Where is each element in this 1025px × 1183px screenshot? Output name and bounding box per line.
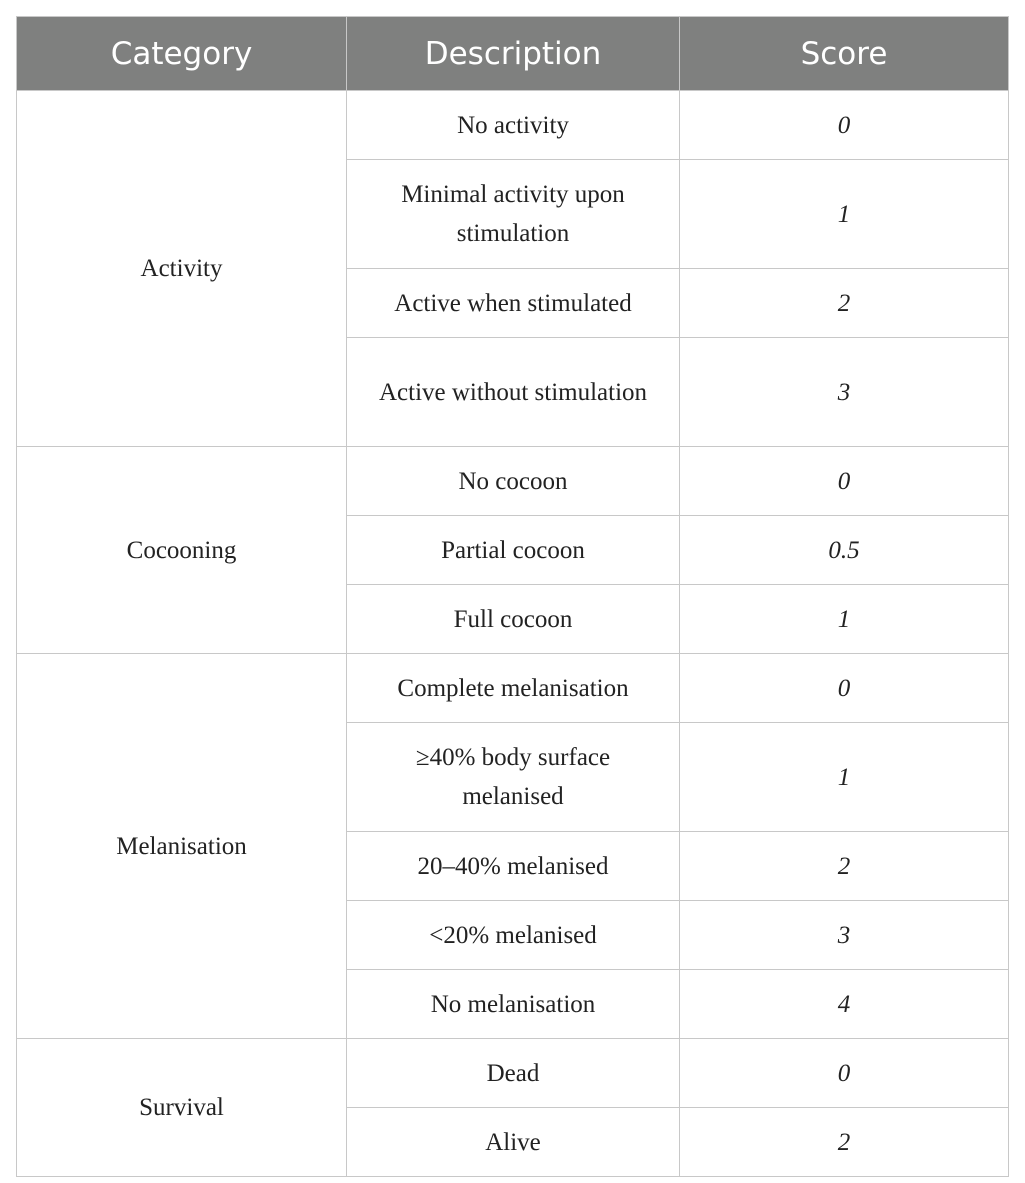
description-cell: <20% melanised — [347, 901, 680, 970]
description-cell: 20–40% melanised — [347, 832, 680, 901]
category-cell: Melanisation — [17, 654, 347, 1039]
score-cell: 3 — [680, 901, 1009, 970]
table-row — [17, 654, 1009, 723]
description-cell: No activity — [347, 91, 680, 160]
score-cell: 0 — [680, 91, 1009, 160]
description-cell: ≥40% body surface melanised — [347, 723, 680, 832]
score-cell: 1 — [680, 160, 1009, 269]
header-category: Category — [17, 17, 347, 91]
description-cell: Dead — [347, 1039, 680, 1108]
score-cell: 2 — [680, 1108, 1009, 1177]
description-cell: Active without stimulation — [347, 338, 680, 447]
score-cell: 1 — [680, 723, 1009, 832]
score-cell: 0 — [680, 1039, 1009, 1108]
description-cell: Partial cocoon — [347, 516, 680, 585]
table-row — [17, 91, 1009, 160]
header-row — [17, 17, 1009, 91]
table-row — [17, 447, 1009, 516]
score-cell: 2 — [680, 832, 1009, 901]
description-cell: No cocoon — [347, 447, 680, 516]
score-cell: 0 — [680, 654, 1009, 723]
score-cell: 2 — [680, 269, 1009, 338]
description-cell: Complete melanisation — [347, 654, 680, 723]
score-cell: 0.5 — [680, 516, 1009, 585]
category-cell: Cocooning — [17, 447, 347, 654]
score-cell: 3 — [680, 338, 1009, 447]
description-cell: Full cocoon — [347, 585, 680, 654]
description-cell: Alive — [347, 1108, 680, 1177]
score-cell: 0 — [680, 447, 1009, 516]
header-score: Score — [680, 17, 1009, 91]
description-cell: No melanisation — [347, 970, 680, 1039]
header-description: Description — [347, 17, 680, 91]
scoring-table — [16, 16, 1009, 1177]
category-cell: Survival — [17, 1039, 347, 1177]
description-cell: Active when stimulated — [347, 269, 680, 338]
score-cell: 4 — [680, 970, 1009, 1039]
description-cell: Minimal activity upon stimulation — [347, 160, 680, 269]
table-row — [17, 1039, 1009, 1108]
score-cell: 1 — [680, 585, 1009, 654]
category-cell: Activity — [17, 91, 347, 447]
